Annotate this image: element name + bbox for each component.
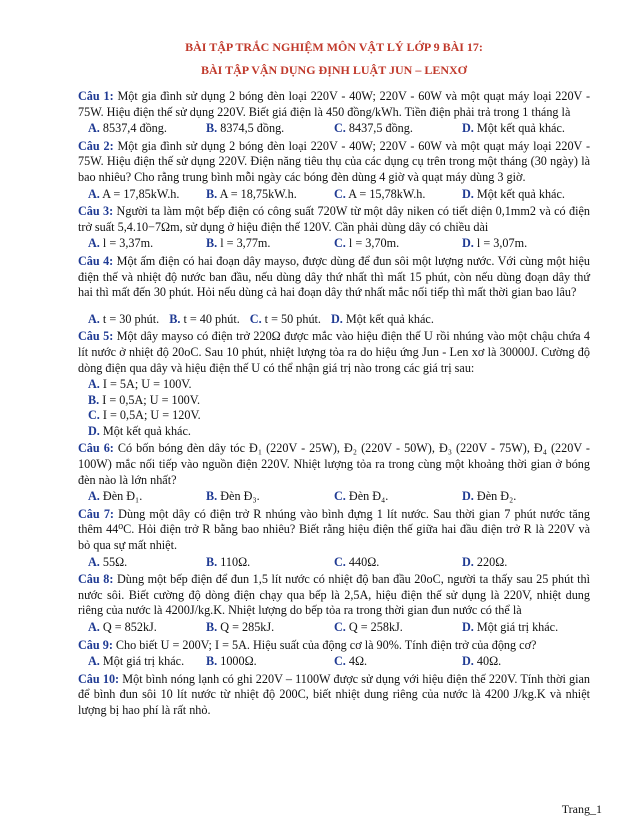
- option-text: Một kết quả khác.: [476, 186, 565, 201]
- option-a: [88, 620, 206, 636]
- option-d: [462, 489, 516, 505]
- question-label: Câu 6:: [78, 441, 114, 456]
- option-c: [334, 620, 462, 636]
- option-letter: C.: [249, 311, 262, 326]
- option-c: [334, 489, 462, 505]
- option-text: Đèn Đ₂.: [476, 489, 517, 504]
- option-a: [88, 236, 206, 252]
- question-text: Người ta làm một bếp điện có công suất 720W từ một dây niken có tiết diện 0,1mm2 và có điện trở suất 5,4.10−7Ωm, sử dụng ở hiệu điện thế 120V. Cần phải dùng dây có chiều dài: [78, 204, 590, 234]
- option-b: [206, 187, 334, 203]
- option-text: I = 0,5A; U = 100V.: [102, 392, 201, 407]
- option-text: l = 3,70m.: [348, 236, 400, 251]
- option-d: [462, 620, 558, 636]
- option-text: Đèn Đ₄.: [348, 489, 389, 504]
- question-7: [78, 507, 590, 554]
- question-text: Một gia đình sử dụng 2 bóng đèn loại 220V - 40W; 220V - 60W và một quạt máy loại 220V - 75W. Hiệu điện thế sử dụng 220V. Biết giá điện là 450 đồng/kWh. Tiền điện phải trả trong 1 tháng là: [78, 89, 590, 119]
- option-text: Một giá trị khác.: [102, 654, 185, 669]
- question-2: [78, 139, 590, 186]
- question-label: Câu 5:: [78, 329, 114, 344]
- option-text: I = 5A; U = 100V.: [102, 377, 192, 392]
- option-b: [206, 489, 334, 505]
- option-text: Q = 852kJ.: [102, 620, 157, 634]
- option-text: 440Ω.: [348, 554, 380, 569]
- option-b: [88, 393, 340, 409]
- option-letter: B.: [88, 392, 100, 407]
- option-letter: C.: [334, 654, 346, 669]
- question-label: Câu 7:: [78, 506, 114, 521]
- option-text: 110Ω.: [220, 554, 251, 569]
- options-8: [78, 620, 590, 636]
- option-d: [88, 424, 340, 440]
- document-title: BÀI TẬP TRẮC NGHIỆM MÔN VẬT LÝ LỚP 9 BÀI 17:: [185, 40, 483, 54]
- option-d: [462, 654, 501, 670]
- options-6: [78, 489, 590, 505]
- option-a: [88, 555, 206, 571]
- option-letter: A.: [88, 377, 100, 392]
- option-text: Một kết quả khác.: [476, 121, 565, 136]
- option-c: [334, 187, 462, 203]
- option-letter: D.: [462, 489, 474, 504]
- option-text: A = 17,85kW.h.: [102, 186, 180, 201]
- option-text: 55Ω.: [102, 554, 128, 569]
- option-c: [88, 408, 340, 424]
- document-subtitle: BÀI TẬP VẬN DỤNG ĐỊNH LUẬT JUN – LENXƠ: [200, 63, 468, 77]
- question-label: Câu 3:: [78, 204, 114, 219]
- option-letter: C.: [334, 620, 346, 634]
- option-a: [88, 187, 206, 203]
- option-a: [88, 121, 206, 137]
- option-b: [206, 555, 334, 571]
- option-text: Q = 285kJ.: [220, 620, 275, 634]
- option-letter: B.: [206, 121, 218, 136]
- option-letter: C.: [334, 489, 346, 504]
- option-d: [462, 121, 565, 137]
- option-letter: A.: [88, 489, 100, 504]
- question-9: [78, 638, 590, 654]
- option-text: l = 3,77m.: [220, 236, 271, 251]
- question-label: Câu 10:: [78, 671, 120, 686]
- option-text: t = 30 phút.: [102, 311, 160, 326]
- option-letter: A.: [88, 186, 100, 201]
- options-1: [78, 121, 590, 137]
- option-letter: B.: [206, 620, 218, 634]
- option-text: Một giá trị khác.: [476, 620, 559, 634]
- question-label: Câu 2:: [78, 138, 114, 153]
- option-letter: B.: [206, 236, 218, 251]
- spacer: [78, 302, 590, 312]
- option-letter: B.: [206, 554, 218, 569]
- option-text: Một kết quả khác.: [345, 311, 434, 326]
- option-text: 1000Ω.: [220, 654, 257, 669]
- option-c: [250, 312, 321, 328]
- option-c: [334, 555, 462, 571]
- option-text: t = 40 phút.: [183, 311, 240, 326]
- option-letter: C.: [88, 408, 100, 423]
- option-a: [88, 654, 206, 670]
- option-text: A = 18,75kW.h.: [219, 186, 297, 201]
- option-a: [88, 489, 206, 505]
- option-letter: C.: [334, 121, 346, 136]
- question-text: Dùng một bếp điện để đun 1,5 lít nước có nhiệt độ ban đầu 20oC, người ta thấy sau 25 phút thì nước sôi. Biết cường độ dòng điện chạy qua bếp là 2,5A, hiệu điện thế sử dụng là 220V, nhiệt dung riêng của nước là 4200J/kg.K. Nhiệt lượng do bếp tỏa ra trong thời gian đun nước có thể là: [78, 572, 591, 618]
- option-c: [334, 121, 462, 137]
- question-3: [78, 204, 590, 235]
- question-text: Một ấm điện có hai đoạn dây mayso, được dùng để đun sôi một lượng nước. Với cùng một hiệu điện thế và nhiệt độ nước ban đầu, nếu dùng dây thứ nhất thì mất 15 phút, còn nếu dùng đoạn dây thứ hai thì mất đến 30 phút. Hỏi nếu dùng cả hai đoạn dây thứ nhất mắc nối tiếp thì mất thời gian bao lâu?: [78, 253, 591, 300]
- question-label: Câu 1:: [78, 89, 114, 103]
- option-b: [206, 236, 334, 252]
- option-text: t = 50 phút.: [264, 311, 321, 326]
- question-label: Câu 9:: [78, 637, 113, 652]
- question-label: Câu 8:: [78, 572, 114, 587]
- option-letter: C.: [334, 236, 346, 251]
- option-letter: A.: [88, 236, 100, 251]
- option-b: [206, 654, 334, 670]
- option-b: [206, 620, 334, 636]
- option-text: l = 3,07m.: [476, 236, 528, 251]
- question-text: Có bốn bóng đèn dây tóc Đ₁ (220V - 25W), Đ₂ (220V - 50W), Đ₃ (220V - 75W), Đ₄ (220V - 100W) mắc nối tiếp vào nguồn điện 220V. Nhiệt lượng tỏa ra trong cùng một khoảng thời gian ở bóng đèn nào là lớn nhất?: [78, 441, 590, 487]
- question-text: Một gia đình sử dụng 2 bóng đèn loại 220V - 40W; 220V - 60W và một quạt máy loại 220V - 75W. Hiệu điện thế sử dụng 220V. Điện năng tiêu thụ của các dụng cụ trên trong một tháng (30 ngày) là bao nhiêu? Cho rằng trung bình mỗi ngày các bóng đèn dùng 4 giờ và quạt máy dùng 3 giờ.: [78, 138, 590, 184]
- option-letter: D.: [462, 554, 474, 569]
- option-a: [88, 312, 159, 328]
- options-2: [78, 187, 590, 203]
- option-letter: C.: [334, 554, 346, 569]
- options-7: [78, 555, 590, 571]
- question-5: [78, 329, 590, 376]
- option-text: Một kết quả khác.: [102, 423, 191, 438]
- question-label: Câu 4:: [78, 253, 114, 268]
- question-8: [78, 572, 590, 619]
- option-letter: A.: [88, 654, 100, 669]
- option-letter: A.: [88, 620, 100, 634]
- option-letter: B.: [169, 311, 181, 326]
- option-letter: A.: [88, 121, 100, 136]
- question-text: Cho biết U = 200V; I = 5A. Hiệu suất của động cơ là 90%. Tính điện trở của động cơ?: [115, 637, 537, 652]
- option-letter: B.: [206, 489, 218, 504]
- option-b: [206, 121, 334, 137]
- option-text: 4Ω.: [348, 654, 368, 669]
- option-d: [462, 236, 527, 252]
- option-text: 220Ω.: [476, 554, 508, 569]
- option-a: [88, 377, 340, 393]
- option-letter: C.: [334, 186, 346, 201]
- question-1: [78, 89, 590, 120]
- options-5: [78, 377, 590, 439]
- option-text: l = 3,37m.: [102, 236, 154, 251]
- option-text: Đèn Đ₃.: [220, 489, 260, 504]
- options-3: [78, 236, 590, 252]
- option-letter: A.: [88, 311, 100, 326]
- options-9: [78, 654, 590, 670]
- option-text: 8437,5 đồng.: [348, 121, 413, 136]
- option-letter: A.: [88, 554, 100, 569]
- question-6: [78, 441, 590, 488]
- option-text: 8374,5 đồng.: [220, 121, 285, 136]
- option-letter: B.: [206, 654, 218, 669]
- question-10: [78, 672, 590, 719]
- option-d: [331, 312, 434, 328]
- page-number: Trang_1: [561, 802, 602, 816]
- option-c: [334, 654, 462, 670]
- option-d: [462, 187, 565, 203]
- option-text: Đèn Đ₁.: [102, 489, 143, 504]
- question-text: Một bình nóng lạnh có ghi 220V – 1100W được sử dụng với hiệu điện thế 220V. Tính thời gian để bình đun sôi 10 lít nước từ nhiệt độ 200C, biết nhiệt dung riêng của nước là 4200 J/kg.K và nhiệt lượng bị hao phí là rất nhỏ.: [78, 671, 591, 717]
- option-letter: B.: [206, 186, 218, 201]
- option-text: 8537,4 đồng.: [102, 121, 167, 136]
- option-c: [334, 236, 462, 252]
- option-letter: D.: [462, 236, 474, 251]
- question-4: [78, 254, 590, 301]
- options-4: [78, 312, 590, 328]
- question-text: Một dây mayso có điện trở 220Ω được mắc vào hiệu điện thế U rồi nhúng vào một chậu chứa 4 lít nước ở nhiệt độ 20oC. Sau 10 phút, nhiệt lượng tỏa ra do hiệu ứng Jun - Len xơ là 30000J. Cường độ dòng điện qua dây và hiệu điện thế U có thể nhận giá trị nào trong các giá trị sau:: [78, 329, 591, 375]
- option-d: [462, 555, 507, 571]
- option-letter: D.: [88, 423, 100, 438]
- option-text: A = 15,78kW.h.: [348, 186, 426, 201]
- option-letter: D.: [462, 654, 474, 669]
- option-b: [169, 312, 240, 328]
- option-letter: D.: [462, 620, 474, 634]
- option-text: Q = 258kJ.: [348, 620, 403, 634]
- option-letter: D.: [462, 186, 474, 201]
- option-text: 40Ω.: [476, 654, 502, 669]
- option-text: I = 0,5A; U = 120V.: [102, 408, 201, 423]
- option-letter: D.: [462, 121, 474, 136]
- question-text: Dùng một dây có điện trở R nhúng vào bình đựng 1 lít nước. Sau thời gian 7 phút nước tăng thêm 44⁰C. Hỏi điện trở R bằng bao nhiêu? Biết rằng hiệu điện thế giữa hai đầu điện trở R là 220V và bỏ qua sự mất nhiệt.: [78, 506, 590, 553]
- option-letter: D.: [330, 311, 343, 326]
